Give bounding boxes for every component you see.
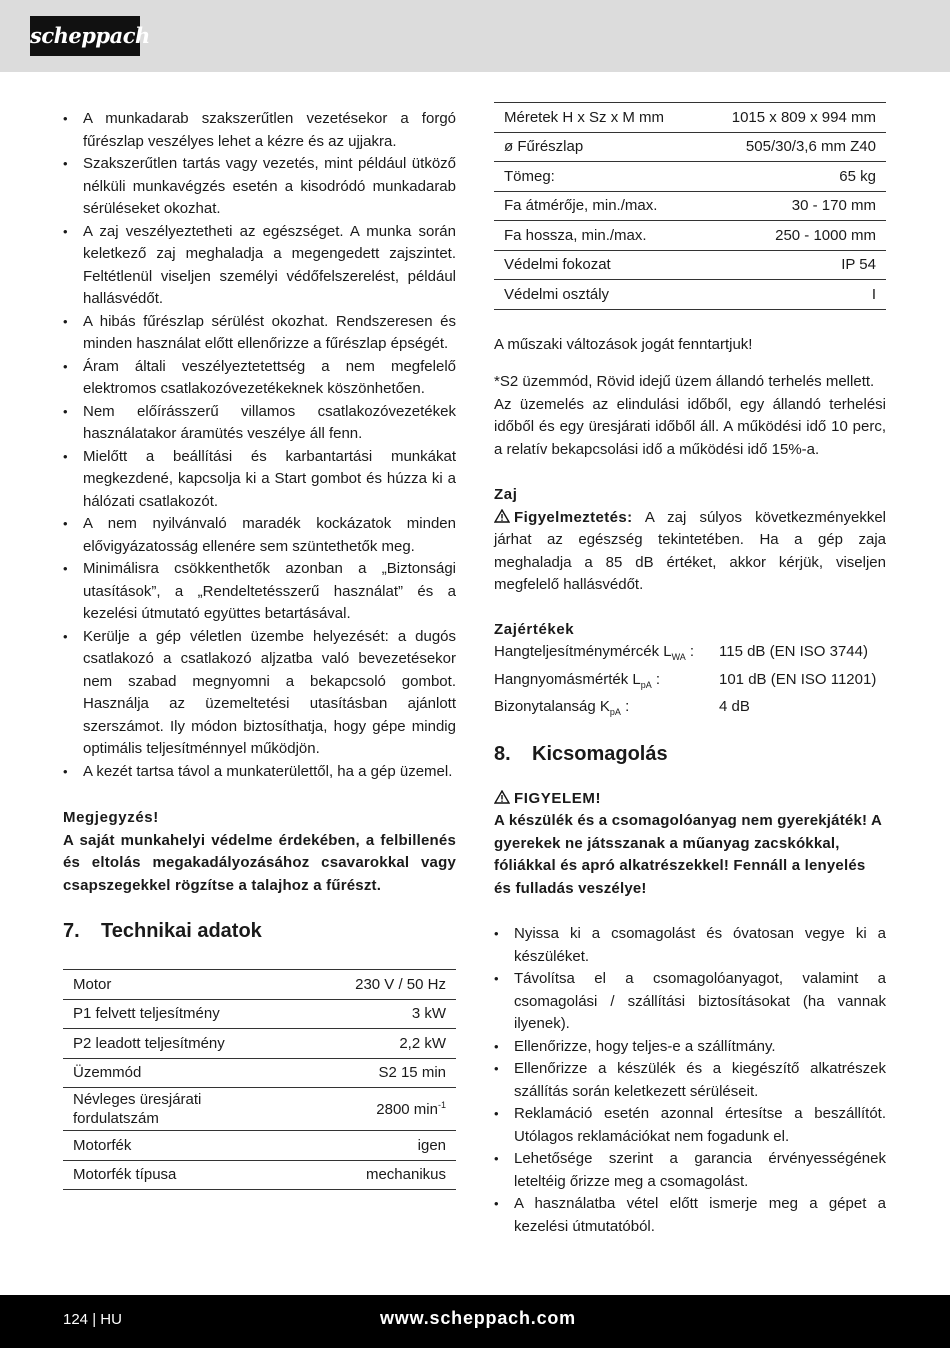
spec-value-text: IP 54: [841, 256, 876, 274]
noise-value: 4 dB: [719, 698, 750, 715]
spec-label: Fa átmérője, min./max.: [494, 191, 699, 221]
spec-value: [699, 191, 886, 221]
noise-label-suffix: :: [651, 670, 661, 688]
technical-data-table: [63, 969, 456, 1190]
spec-value: [699, 103, 886, 133]
bullet-item: • Mielőtt a beállítási és karbantartási munkákat megkezdené, kapcsolja ki a Start gombot és húzza ki a hálózati csatlakozót.: [63, 446, 456, 514]
spec-label: P1 felvett teljesítmény: [63, 999, 243, 1029]
spec-row: [494, 103, 886, 133]
section-title-text: Technikai adatok: [101, 920, 262, 942]
spec-label: Védelmi osztály: [494, 280, 699, 310]
spec-label: Motorfék: [63, 1131, 243, 1161]
figyelem-label: FIGYELEM!: [514, 789, 602, 807]
warning-triangle-icon: [494, 509, 510, 523]
bullet-item: • A használatba vétel előtt ismerje meg a gépet a kezelési útmutatóból.: [494, 1193, 886, 1238]
spec-value-text: 505/30/3,6 mm Z40: [745, 138, 876, 156]
spec-row: [494, 162, 886, 192]
noise-label-subscript: pA: [640, 679, 652, 690]
spec-label: Fa hossza, min./max.: [494, 221, 699, 251]
spec-row: [494, 132, 886, 162]
bullet-item: • A nem nyilvánvaló maradék kockázatok minden elővigyázatosság ellenére sem szüntethetők meg.: [63, 513, 456, 558]
spec-label: Védelmi fokozat: [494, 250, 699, 280]
section-number: 8.: [494, 742, 511, 765]
spec-value-text: 65 kg: [839, 167, 876, 185]
section-7-title: [63, 920, 456, 943]
spec-value: [699, 221, 886, 251]
scheppach-logo: scheppach: [30, 16, 140, 56]
noise-value: 115 dB (EN ISO 3744): [719, 643, 868, 660]
bullet-item: • A zaj veszélyeztetheti az egészséget. A munka során keletkező zaj meghaladja a megengedett zajszintet. Feltétlenül viseljen személyi védőfelszerelést, például hallásvédőt.: [63, 221, 456, 311]
figyelem-text: A készülék és a csomagolóanyag nem gyerekjáték! A gyerekek ne játsszanak a műanyag zacskókkal, fóliákkal és apró alkatrészekkel! Fennáll a lenyelés és fulladás veszélye!: [494, 812, 882, 897]
unpacking-bullet-list: [494, 923, 886, 1238]
noise-label: [494, 669, 719, 697]
spec-row: [63, 1160, 456, 1190]
spec-label: Motorfék típusa: [63, 1160, 243, 1190]
header-band: [0, 0, 950, 72]
spec-value-text: 2,2 kW: [399, 1034, 446, 1052]
bullet-item: • A hibás fűrészlap sérülést okozhat. Rendszeresen és minden használat előtt ellenőrizze a fűrészlap épségét.: [63, 311, 456, 356]
section-number: 7.: [63, 920, 80, 942]
spec-value: [699, 280, 886, 310]
spec-value-text: 230 V / 50 Hz: [355, 975, 446, 993]
noise-label-text: Hangteljesítménymércék L: [494, 643, 672, 660]
bullet-item: • Ellenőrizze a készülék és a kiegészítő alkatrészek szállítás során keletkezett sérüléseit.: [494, 1058, 886, 1103]
spec-value-text: 2800 min: [376, 1101, 438, 1118]
spec-row: [494, 221, 886, 251]
bullet-item: • Lehetősége szerint a garancia érvényességének leteltéig őrizze meg a csomagolást.: [494, 1148, 886, 1193]
spec-label: Motor: [63, 970, 243, 1000]
bullet-item: • Nem előírásszerű villamos csatlakozóvezetékek használatakor áramütés veszélye áll fenn.: [63, 401, 456, 446]
noise-label-subscript: WA: [671, 652, 686, 662]
spec-row: [63, 1088, 456, 1131]
noise-row: [494, 641, 886, 669]
page-number: 124 | HU: [63, 1311, 122, 1328]
bullet-item: • Távolítsa el a csomagolóanyagot, valamint a csomagolási / szállítási biztosításokat (ha vannak ilyenek).: [494, 968, 886, 1036]
zaj-warning-text: A zaj súlyos következményekkel járhat az egészség tekintetében. Ha a gép zaja meghaladja a 85 dB értéket, akkor kérjük, viseljen megfelelő hallásvédőt.: [494, 508, 887, 593]
spec-value: [243, 1058, 456, 1088]
spec-label: Méretek H x Sz x M mm: [494, 103, 699, 133]
safety-bullet-list: [63, 108, 456, 783]
spec-value: [699, 162, 886, 192]
spec-value: [243, 1029, 456, 1059]
spec-label: ø Fűrészlap: [494, 132, 699, 162]
left-column: [63, 108, 456, 1190]
spec-value-text: 1015 x 809 x 994 mm: [731, 108, 876, 126]
dimensions-table: [494, 102, 886, 310]
tech-changes-note: A műszaki változások jogát fenntartjuk!: [494, 335, 753, 353]
spec-label: Névleges üresjárati fordulatszám: [63, 1088, 243, 1131]
bullet-item: • Szakszerűtlen tartás vagy vezetés, mint például ütköző nélküli munkavégzés esetén a kisodródó munkadarab sérüléseket okozhat.: [63, 153, 456, 221]
spec-value-text: 3 kW: [411, 1005, 446, 1023]
note-heading: Megjegyzés!: [63, 809, 159, 826]
spec-label: Tömeg:: [494, 162, 699, 192]
spec-value: [243, 970, 456, 1000]
noise-label: [494, 696, 719, 724]
spec-row: [63, 1029, 456, 1059]
spec-value-text: mechanikus: [365, 1166, 446, 1184]
spec-value-text: igen: [417, 1136, 446, 1154]
bullet-item: • A munkadarab szakszerűtlen vezetésekor a forgó fűrészlap veszélyes lehet a kézre és az ujjakra.: [63, 108, 456, 153]
bullet-item: • Áram általi veszélyeztetettség a nem megfelelő elektromos csatlakozóvezetékeknek köszönhetően.: [63, 356, 456, 401]
spec-label: P2 leadott teljesítmény: [63, 1029, 243, 1059]
figyelem-heading: [494, 788, 886, 811]
noise-label-text: Hangnyomásmérték L: [494, 670, 641, 688]
spec-row: [494, 191, 886, 221]
noise-values: [494, 641, 886, 724]
noise-label-text: Bizonytalanság K: [494, 698, 610, 715]
spec-row: [494, 250, 886, 280]
spec-value: [243, 999, 456, 1029]
section-8-title: [494, 743, 886, 766]
zaj-warning-label: Figyelmeztetés:: [514, 508, 633, 526]
bullet-item: • Reklamáció esetén azonnal értesítse a beszállítót. Utólagos reklamációkat nem fogadunk el.: [494, 1103, 886, 1148]
spec-row: [63, 1058, 456, 1088]
right-column: [494, 102, 886, 1238]
s2-mode-text: *S2 üzemmód, Rövid idejű üzem állandó terhelés mellett.: [494, 373, 875, 390]
bullet-item: • Nyissa ki a csomagolást és óvatosan vegye ki a készüléket.: [494, 923, 886, 968]
noise-label-suffix: :: [620, 698, 630, 715]
spec-value-text: 250 - 1000 mm: [775, 226, 876, 244]
section-title-text: Kicsomagolás: [532, 742, 668, 765]
spec-value-text: S2 15 min: [378, 1064, 446, 1082]
spec-value: [699, 132, 886, 162]
zaj-heading: Zaj: [494, 486, 518, 503]
noise-label-subscript: pA: [609, 707, 621, 717]
spec-value: [243, 1131, 456, 1161]
spec-value: [243, 1088, 456, 1131]
noise-label: [494, 641, 719, 669]
bullet-item: • Minimálisra csökkenthetők azonban a „Biztonsági utasítások”, a „Rendeltetésszerű használat” és a kezelési útmutató együttes betartásával.: [63, 558, 456, 626]
bullet-item: • Ellenőrizze, hogy teljes-e a szállítmány.: [494, 1036, 886, 1059]
zaj-warning: [494, 507, 886, 597]
bullet-item: • A kezét tartsa távol a munkaterülettől, ha a gép üzemel.: [63, 761, 456, 784]
zajertekek-heading: Zajértékek: [494, 620, 575, 638]
note-text: A saját munkahelyi védelme érdekében, a felbillenés és eltolás megakadályozásához csavarokkal vagy csapszegekkel rögzítse a talajhoz a fűrészt.: [63, 831, 456, 894]
bullet-item: • Kerülje a gép véletlen üzembe helyezését: a dugós csatlakozó a csatlakozó aljzatba való bevezetésekor nem szabad megnyomni a bekapcsoló gombot. Használja az üzemeltetési utasításban ajánlott szerszámot. Ily módon biztosíthatja, hogy gépe mindig optimális teljesítménnyel működjön.: [63, 626, 456, 761]
spec-row: [63, 970, 456, 1000]
noise-label-suffix: :: [685, 643, 695, 660]
noise-row: [494, 696, 886, 724]
noise-row: [494, 669, 886, 697]
s2-mode-text-2: Az üzemelés az elindulási időből, egy állandó terhelési időből és egy üresjárati időből áll. A működési idő 10 perc, a relatív bekapcsolási idő a működési idő 15%-a.: [494, 395, 886, 458]
spec-row: [494, 280, 886, 310]
noise-value: 101 dB (EN ISO 11201): [719, 670, 877, 688]
website-link[interactable]: www.scheppach.com: [380, 1308, 576, 1328]
spec-value-text: I: [871, 285, 876, 303]
warning-triangle-icon: [494, 790, 510, 804]
footer-band: [0, 1295, 950, 1348]
spec-value: [699, 250, 886, 280]
spec-label: Üzemmód: [63, 1058, 243, 1088]
spec-value-text: 30 - 170 mm: [791, 197, 876, 215]
spec-value: [243, 1160, 456, 1190]
spec-value-unit-exponent: -1: [437, 1100, 446, 1110]
spec-row: [63, 999, 456, 1029]
spec-row: [63, 1131, 456, 1161]
